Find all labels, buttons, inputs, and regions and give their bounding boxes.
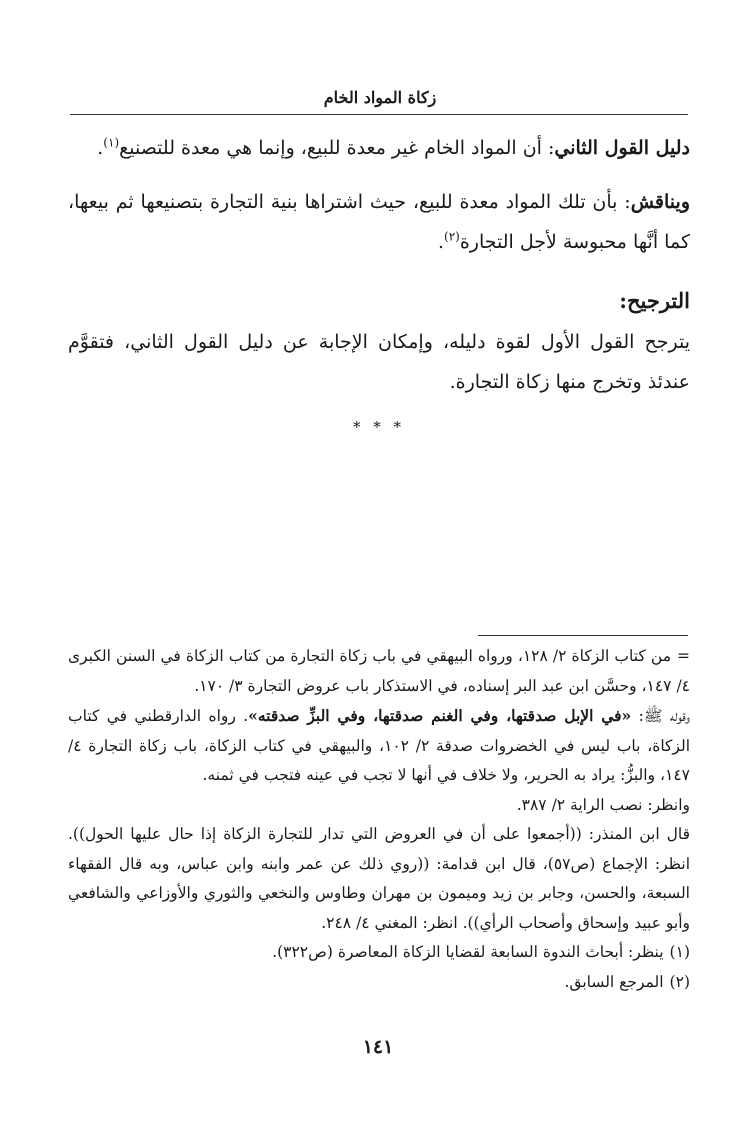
paragraph-lead: دليل القول الثاني [554, 137, 690, 159]
paragraph-text: : بأن تلك المواد معدة للبيع، حيث اشتراها بنية التجارة بتصنيعها ثم بيعها، كما أنَّها محبوسة لأجل التجارة [68, 191, 690, 253]
paragraph-discussion [68, 182, 690, 262]
footnote-hadith [68, 701, 690, 791]
footnote-text: . رواه الدارقطني في كتاب الزكاة، باب ليس في الخضروات صدقة ٢/ ١٠٢، والبيهقي في كتاب الزكاة، باب زكاة التجارة ٤/ ١٤٧، والبزُّ: يراد به الحرير، ولا خلاف في أنها لا تجب في عينه فتجب في ثمنه. [68, 707, 690, 784]
paragraph-second-opinion-evidence [68, 128, 690, 168]
footnote-consensus: قال ابن المنذر: ((أجمعوا على أن في العروض التي تدار للتجارة الزكاة إذا حال عليها الحول)). انظر: الإجماع (ص٥٧)، قال ابن قدامة: ((روي ذلك عن عمر وابنه وابن عباس، وبه قال الفقهاء السبعة، والحسن، وجابر بن زيد وميمون بن مهران وطاوس والنخعي والثوري والأوزاعي والشافعي وأبو عبيد وإسحاق وأصحاب الرأي)). انظر: المغني ٤/ ٢٤٨. [68, 825, 691, 932]
header-rule [70, 114, 688, 115]
footnote-marker: (١) [669, 943, 690, 961]
footnote-marker: (٢) [669, 972, 690, 991]
main-text [68, 128, 690, 442]
paragraph-text: : أن المواد الخام غير معدة للبيع، وإنما هي معدة للتصنيع [119, 137, 555, 159]
footnote-reference: وانظر: نصب الراية ٢/ ٣٨٧. [516, 795, 690, 814]
section-heading-tarjih: الترجيح: [619, 288, 690, 313]
paragraph-preference: يترجح القول الأول لقوة دليله، وإمكان الإجابة عن دليل القول الثاني، فتقوَّم عندئذ وتخرج منها زكاة التجارة. [68, 331, 690, 393]
running-head: زكاة المواد الخام [323, 88, 437, 107]
section-separator-stars: * * * [352, 418, 406, 436]
footnote-text: من كتاب الزكاة ٢/ ١٢٨، ورواه البيهقي في باب زكاة التجارة من كتاب الزكاة في السنن الكبرى ٤/ ١٤٧، وحسَّن ابن عبد البر إسناده، في الاستذكار باب عروض التجارة ٣/ ١٧٠. [68, 647, 690, 695]
page-number: ١٤١ [362, 1036, 394, 1058]
footnote-2 [68, 968, 690, 998]
paragraph-end: . [437, 231, 445, 253]
paragraph-lead: ويناقش [630, 191, 690, 213]
hadith-quote: «في الإبل صدقتها، وفي الغنم صدقتها، وفي البزِّ صدقته» [248, 706, 632, 725]
paragraph-end: . [97, 137, 104, 159]
footnote-rule [478, 635, 688, 636]
footnote-ref-2[interactable]: (٢) [444, 229, 460, 244]
footnote-ref-1[interactable]: (١) [103, 135, 120, 150]
footnote-text: ينظر: أبحاث الندوة السابعة لقضايا الزكاة المعاصرة (ص٣٢٢). [272, 943, 664, 961]
footnote-text: المرجع السابق. [564, 972, 664, 991]
footnote-text: وقوله ﷺ: [631, 707, 690, 725]
footnotes [68, 642, 690, 997]
footnote-continuation [68, 642, 690, 701]
continuation-marker: = [677, 647, 690, 665]
footnote-1 [68, 938, 690, 968]
